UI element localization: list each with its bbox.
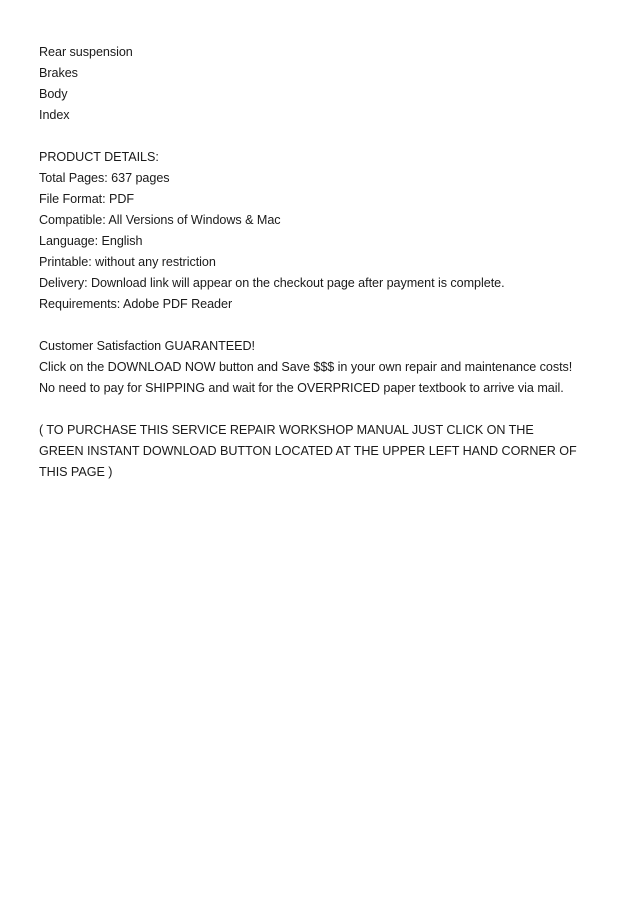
- satisfaction-section: [39, 336, 609, 399]
- purchase-note-line-3: THIS PAGE ): [39, 465, 113, 479]
- detail-total-pages: Total Pages: 637 pages: [39, 171, 170, 185]
- satisfaction-download-note: Click on the DOWNLOAD NOW button and Save $$$ in your own repair and maintenance costs!: [39, 360, 573, 374]
- detail-requirements: Requirements: Adobe PDF Reader: [39, 297, 233, 311]
- product-details-section: [39, 147, 609, 315]
- document-page: [39, 42, 609, 483]
- satisfaction-shipping-note: No need to pay for SHIPPING and wait for the OVERPRICED paper textbook to arrive via mail.: [39, 381, 564, 395]
- contents-item-brakes: Brakes: [39, 66, 78, 80]
- purchase-note-line-2: GREEN INSTANT DOWNLOAD BUTTON LOCATED AT THE UPPER LEFT HAND CORNER OF: [39, 444, 577, 458]
- detail-printable: Printable: without any restriction: [39, 255, 216, 269]
- detail-delivery: Delivery: Download link will appear on the checkout page after payment is complete.: [39, 276, 505, 290]
- spacer: [39, 315, 609, 336]
- contents-list: [39, 42, 609, 126]
- spacer: [39, 399, 609, 420]
- purchase-note-section: [39, 420, 609, 483]
- contents-item-body: Body: [39, 87, 68, 101]
- contents-item-rear-suspension: Rear suspension: [39, 45, 133, 59]
- contents-item-index: Index: [39, 108, 70, 122]
- purchase-note-line-1: ( TO PURCHASE THIS SERVICE REPAIR WORKSHOP MANUAL JUST CLICK ON THE: [39, 423, 534, 437]
- satisfaction-guarantee: Customer Satisfaction GUARANTEED!: [39, 339, 256, 353]
- detail-language: Language: English: [39, 234, 143, 248]
- product-details-heading: PRODUCT DETAILS:: [39, 150, 159, 164]
- detail-compatible: Compatible: All Versions of Windows & Mac: [39, 213, 281, 227]
- detail-file-format: File Format: PDF: [39, 192, 135, 206]
- spacer: [39, 126, 609, 147]
